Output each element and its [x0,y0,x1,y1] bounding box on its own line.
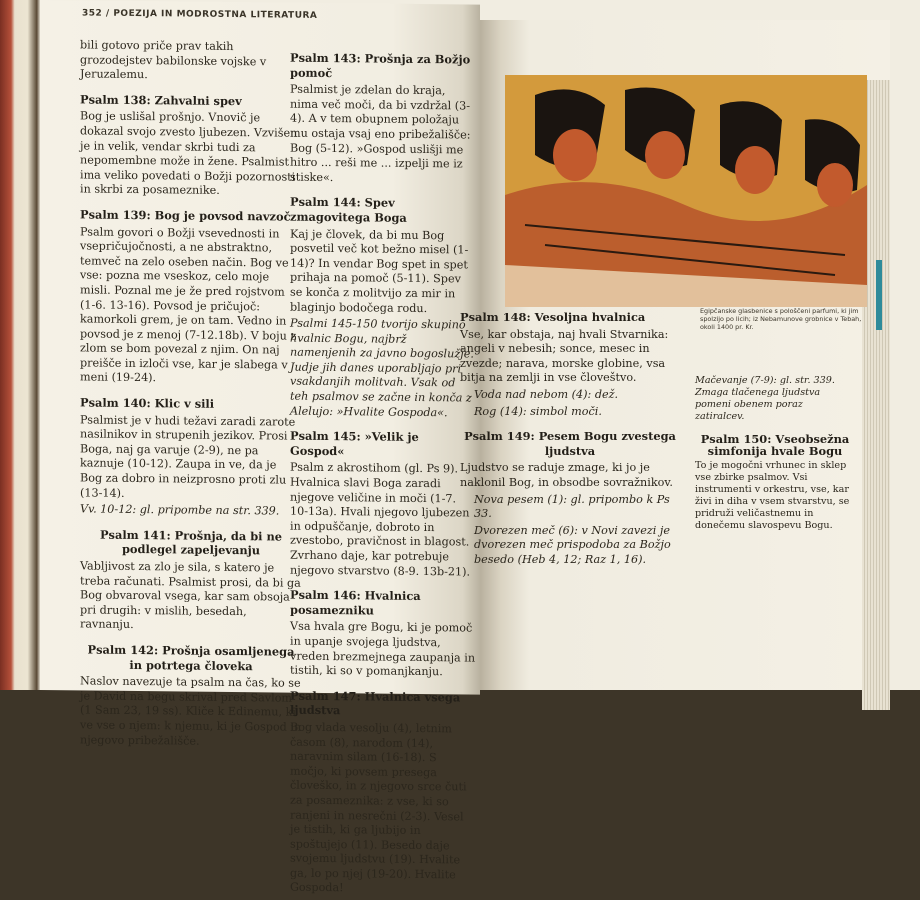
right-column-1 [460,300,680,570]
section-heading: Psalm 150: Vseobsežna simfonija hvale Bogu [700,432,850,458]
section-heading: Psalm 144: Spev zmagovitega Boga [290,194,407,225]
italic-note: Voda nad nebom (4): dež. [474,387,619,401]
egyptian-musicians-illustration [505,75,867,307]
paragraph: Vabljivost za zlo je sila, s katero je treba računati. Psalmist prosi, da bi ga Bog obvaroval vsega, kar sam obsoja pri drugih: v mislih, besedah, ravnanju. [80,559,301,632]
fresco-drawing [505,75,867,307]
section-heading: Psalm 143: Prošnja za Božjo pomoč [290,50,471,80]
paragraph: Psalmist je zdelan do kraja, nima več moči, da bi vzdržal (3-4). A v tem obupnem položaju mu ostaja vsaj eno pribežališče: Bog (5-12). »Gospod uslišji me hitro ... reši me ... izpelji me iz stiske«. [290,82,471,184]
paragraph: bili gotovo priče prav takih grozodejstev babilonske vojske v Jeruzalemu. [80,38,267,82]
section-heading: Psalm 140: Klic v sili [80,395,215,411]
section-heading: Psalm 145: »Velik je Gospod« [290,428,419,459]
section-heading: Psalm 139: Bog je povsod navzoč [80,207,291,224]
left-column-1 [80,38,302,751]
paragraph: Psalmist je v hudi težavi zaradi zarote nasilnikov in strupenih jezikov. Prosi Boga, naj ga varuje (2-9), ne pa kaznuje (10-12). Zaupa in ve, da je Bog za dobro in neizprosno proti zlu (13-14). [80,413,296,500]
paragraph: Naslov navezuje ta psalm na čas, ko se je David na begu skrival pred Savlom (1 Sam 23, 19 ss). Kliče k Edinemu, ki ve vse o njem: k njemu, ki je Gospod in njegovo pribežališče. [80,674,302,748]
left-column-2 [290,41,476,900]
italic-note: Mačevanje (7-9): gl. str. 339. Zmaga tlačenega ljudstva pomeni obenem poraz zatiralcev. [695,375,835,422]
right-column-2 [695,375,855,534]
section-heading: Psalm 149: Pesem Bogu zvestega ljudstva [464,429,676,458]
left-page [40,0,480,895]
section-heading: Psalm 147: Hvalnica vsega ljudstva [290,688,461,718]
paragraph: Psalm z akrostihom (gl. Ps 9). Hvalnica slavi Boga zaradi njegove veličine in moči (1-7. 10-13a). Hvali njegovo ljubezen in odpuščanje, dobroto in zvestobo, pravičnost in blagost. Zvrhano daje, kar potrebuje njegovo stvarstvo (8-9. 13b-21). [290,461,471,579]
section-heading: Psalm 138: Zahvalni spev [80,92,242,108]
section-heading: Psalm 146: Hvalnica posamezniku [290,587,421,618]
italic-note: Nova pesem (1): gl. pripombo k Ps 33. [474,492,670,521]
paragraph: To je mogočni vrhunec in sklep vse zbirke psalmov. Vsi instrumenti v orkestru, vse, kar živi in diha v vsem stvarstvu, se pridruži veličastnemu in donečemu slavospevu Bogu. [695,460,850,531]
paragraph: Vse, kar obstaja, naj hvali Stvarnika: angeli v nebesih; sonce, mesec in zvezde; narava, morske globine, vsa bitja na zemlji in vse človeštvo. [460,327,669,385]
section-heading: Psalm 141: Prošnja, da bi ne podlegel zapeljevanju [99,527,283,558]
figure-caption: Egipčanske glasbenice s pološčeni parfumi, ki jim spolzijo po licih; iz Nebamunove grobnice v Tebah, okoli 1400 pr. Kr. [700,307,862,332]
italic-note: Rog (14): simbol moči. [474,404,602,418]
paragraph: Bog je uslišal prošnjo. Vnovič je dokazal svojo zvesto ljubezen. Vzvišen je in velik, vendar skrbi tudi za nepomembne može in žene. Psalmist ima veliko povedati o Božji pozornosti in skrbi za posameznike. [80,109,298,198]
paragraph: Kaj je človek, da bi mu Bog posvetil več kot bežno misel (1-14)? In vendar Bog spet in spet prihaja na pomoč (5-11). Spev se konča z molitvijo za mir in blaginjo bodočega rodu. [290,227,469,315]
section-heading: Psalm 142: Prošnja osamljenega in potrtega človeka [87,642,295,673]
italic-note: Vv. 10-12: gl. pripombe na str. 339. [80,502,280,518]
paragraph: Vsa hvala gre Bogu, ki je pomoč in upanje svojega ljudstva, vreden brezmejnega zaupanja in tistih, ki so v pomanjkanju. [290,619,476,679]
left-running-head: 352 / POEZIJA IN MODROSTNA LITERATURA [82,8,318,21]
edge-tab-marker [876,260,882,330]
paragraph: Ljudstvo se raduje zmage, ki jo je naklonil Bog, in obsodbe sovražnikov. [460,461,673,489]
paragraph: Psalm govori o Božji vsevednosti in vsepričujočnosti, a ne abstraktno, temveč na zelo oseben način. Bog ve vse: pozna me vseskoz, celo moje misli. Poznal me je že pred rojstvom (1-6. 13-16). Povsod je pričujoč: kamorkoli grem, je on tam. Vedno in povsod je z menoj (7-12.18b). V boju z zlom se bom povezal z njim. On naj preišče in izloči vse, kar je slabega v meni (19-24). [80,224,297,385]
section-heading: Psalm 148: Vesoljna hvalnica [460,310,646,324]
paragraph: Bog vlada vesolju (4), letnim časom (8), narodom (14), naravnim silam (16-18). S močjo, ki povsem presega človeško, in z njegovo srce čuti za posameznika: z vse, ki so ranjeni in nesrečni (2-3). Vesel je tistih, ki ga ljubijo in spoštujejo (11). Besedo daje svojemu ljudstvu (19). Hvalite ga, lo po njej (19-20). Hvalite Gospoda! [290,720,467,895]
italic-note: Psalmi 145-150 tvorijo skupino hvalnic Bogu, najbrž namenjenih za javno bogoslužje. Judje jih danes uporabljajo pri vsakdanjih molitvah. Vsak od teh psalmov se začne in konča z Alelujo: »Hvalite Gospoda«. [290,316,474,419]
italic-note: Dvorezen meč (6): v Novi zavezi je dvorezen meč prispodoba za Božjo besedo (Heb 4, 12; Raz 1, 16). [474,523,671,566]
